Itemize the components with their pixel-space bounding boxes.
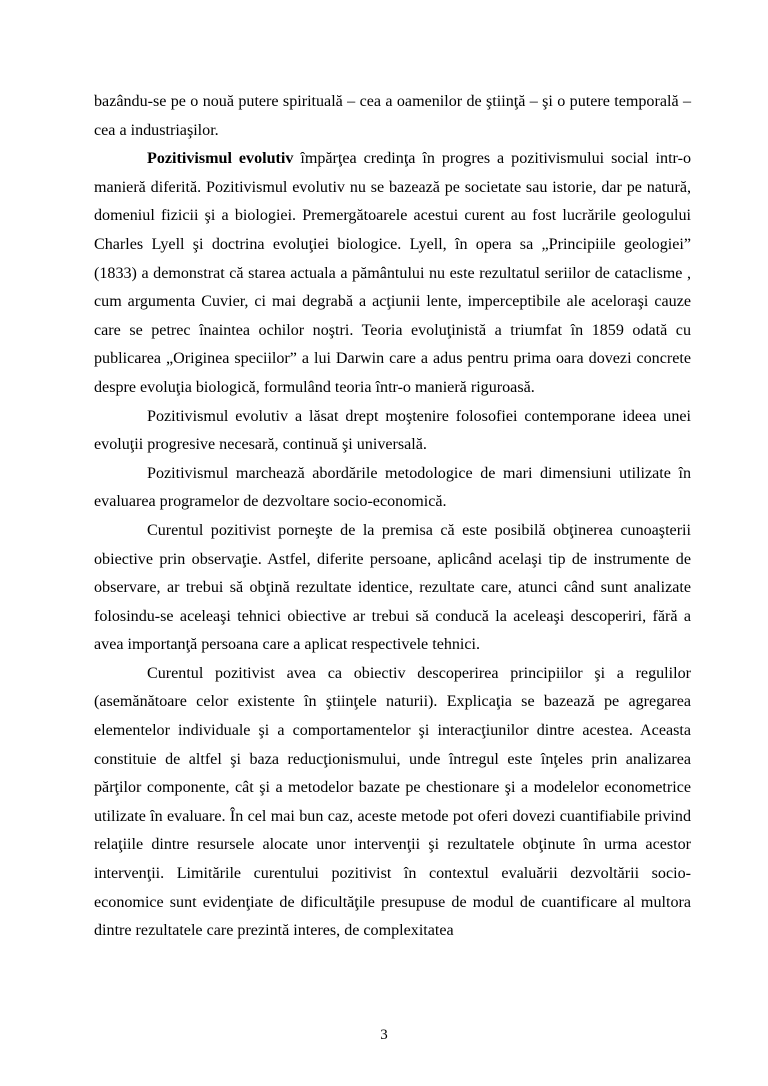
paragraph-5 — [94, 517, 691, 660]
paragraph-2-text: împărţea credinţa în progres a pozitivismului social intr-o manieră diferită. Pozitivismul evolutiv nu se bazează pe societate sau istorie, dar pe natură, domeniul fizicii şi a biologiei. Premergătoarele acestui curent au fost lucrările geologului Charles Lyell şi doctrina evoluţiei biologice. Lyell, în opera sa „Principiile geologiei” (1833) a demonstrat că starea actuala a pământului nu este rezultatul seriilor de cataclisme , cum argumenta Cuvier, ci mai degrabă a acţiunii lente, imperceptibile ale aceloraşi cauze care se petrec înaintea ochilor noştri. Teoria evoluţinistă a triumfat în 1859 odată cu publicarea „Originea speciilor” a lui Darwin care a adus pentru prima oara dovezi concrete despre evoluţia biologică, formulând teoria într-o manieră riguroasă. — [94, 150, 691, 396]
paragraph-4-text: Pozitivismul marchează abordările metodologice de mari dimensiuni utilizate în evaluarea programelor de dezvoltare socio-economică. — [94, 464, 691, 511]
paragraph-6-text: Curentul pozitivist avea ca obiectiv descoperirea principiilor şi a regulilor (asemănătoare celor existente în ştiinţele naturii). Explicaţia se bazează pe agregarea elementelor individuale şi a comportamentelor şi interacţiunilor dintre acestea. Aceasta constituie de altfel şi baza reducţionismului, unde întregul este înţeles prin analizarea părţilor componente, cât şi a metodelor bazate pe chestionare şi a modelelor econometrice utilizate în evaluare. În cel mai bun caz, aceste metode pot oferi dovezi cuantifiabile privind relaţiile dintre resursele alocate unor intervenţii şi rezultatele obţinute în urma acestor intervenţii. Limitările curentului pozitivist în contextul evaluării dezvoltării socio-economice sunt evidenţiate de dificultăţile presupuse de modul de cuantificare al multora dintre rezultatele care prezintă interes, de complexitatea — [94, 664, 691, 940]
paragraph-6 — [94, 660, 691, 946]
paragraph-5-text: Curentul pozitivist porneşte de la premisa că este posibilă obţinerea cunoaşterii obiective prin observaţie. Astfel, diferite persoane, aplicând acelaşi tip de instrumente de observare, ar trebui să obţină rezultate identice, rezultate care, atunci când sunt analizate folosindu-se aceleaşi tehnici obiective ar trebui să conducă la aceleaşi descoperiri, fără a avea importanţă persoana care a aplicat respectivele tehnici. — [94, 521, 691, 654]
paragraph-3 — [94, 403, 691, 460]
paragraph-4 — [94, 460, 691, 517]
paragraph-2 — [94, 145, 691, 402]
body-text — [94, 88, 691, 946]
paragraph-3-text: Pozitivismul evolutiv a lăsat drept moştenire folosofiei contemporane ideea unei evoluţii progresive necesară, continuă şi universală. — [94, 407, 691, 454]
paragraph-1 — [94, 88, 691, 145]
paragraph-2-bold-lead: Pozitivismul evolutiv — [147, 150, 294, 168]
page-number: 3 — [380, 1027, 388, 1043]
paragraph-1-text: bazându-se pe o nouă putere spirituală – cea a oamenilor de ştiinţă – şi o putere temporală – cea a industriaşilor. — [94, 93, 691, 139]
